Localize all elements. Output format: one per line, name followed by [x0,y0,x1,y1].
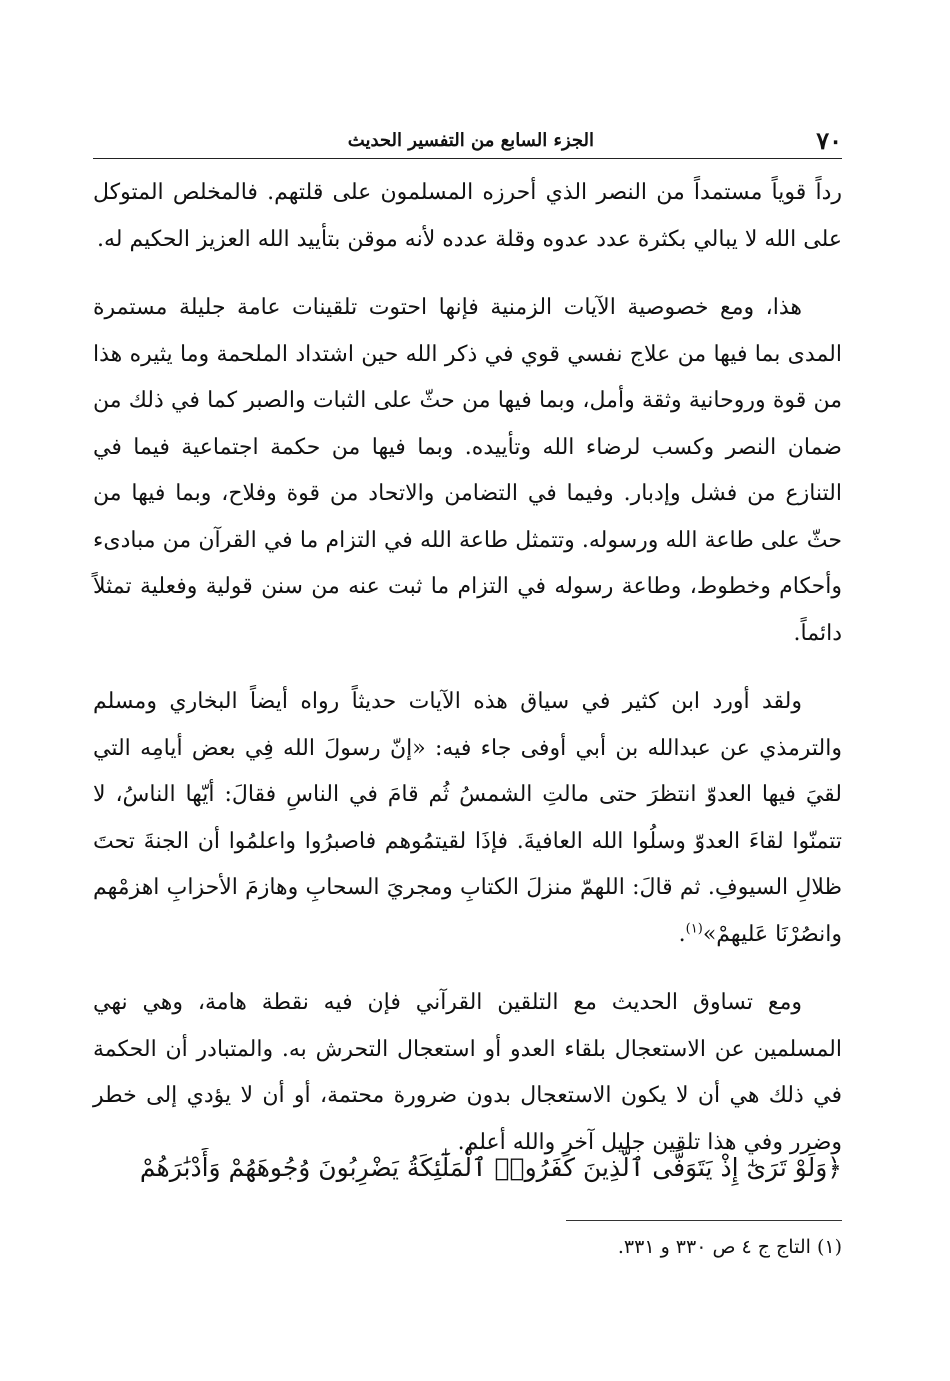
running-title: الجزء السابع من التفسير الحديث [347,130,594,151]
paragraph-3-text: ولقد أورد ابن كثير في سياق هذه الآيات حديثاً رواه أيضاً البخاري ومسلم والترمذي عن عبدالله بن أبي أوفى جاء فيه: «إنّ رسولَ الله فِي بعض أيامِه التي لقيَ فيها العدوّ انتظرَ حتى مالتِ الشمسُ ثُم قامَ في الناسِ فقالَ: أيّها الناسُ، لا تتمنّوا لقاءَ العدوّ وسلُوا الله العافيةَ. فإذَا لقيتمُوهم فاصبرُوا واعلمُوا أن الجنةَ تحتَ ظلالِ السيوفِ. ثم قالَ: اللهمّ منزلَ الكتابِ ومجريَ السحابِ وهازمَ الأحزابِ اهزمْهم وانصُرْنَا عَليهمْ» [93,689,842,947]
header-divider [93,158,842,159]
page-header [93,126,842,156]
footnote-divider [566,1220,842,1221]
paragraph-4: ومع تساوق الحديث مع التلقين القرآني فإن فيه نقطة هامة، وهي نهي المسلمين عن الاستعجال بلقاء العدو أو استعجال التحرش به. والمتبادر أن الحكمة في ذلك هي أن لا يكون الاستعجال بدون ضرورة محتمة، أو أن لا يؤدي إلى خطر وضرر وفي هذا تلقين جليل آخر والله أعلم. [93,990,842,1155]
paragraph-1: رداً قوياً مستمداً من النصر الذي أحرزه المسلمون على قلتهم. فالمخلص المتوكل على الله لا يبالي بكثرة عدد عدوه وقلة عدده لأنه موقن بتأييد الله العزيز الحكيم له. [93,180,842,252]
page-body [93,170,842,1166]
footnote-reference: (١) [685,921,703,937]
paragraph-3-tail: . [678,921,686,947]
page-number: ٧٠ [816,126,842,155]
paragraph-2: هذا، ومع خصوصية الآيات الزمنية فإنها احتوت تلقينات عامة جليلة مستمرة المدى بما فيها من علاج نفسي قوي في ذكر الله حين اشتداد الملحمة وما يثيره هذا من قوة وروحانية وثقة وأمل، وبما فيها من حثّ على الثبات والصبر كما في ذلك من ضمان النصر وكسب لرضاء الله وتأييده. وبما فيها من حكمة اجتماعية فيما في التنازع من فشل وإدبار. وفيما في التضامن والاتحاد من قوة وفلاح، وبما فيها من حثّ على طاعة الله ورسوله. وتتمثل طاعة الله في التزام ما في القرآن من مبادىء وأحكام وخطوط، وطاعة رسوله في التزام ما ثبت عنه من سنن قولية وفعلية تمثلاً دائماً. [93,295,843,646]
quran-verse: ﴿وَلَوْ تَرَىٰٓ إِذْ يَتَوَفَّى ٱلَّذِينَ كَفَرُوا۟ ٱلْمَلَٰٓئِكَةُ يَضْرِبُونَ وُجُوهَهُمْ وَأَدْبَٰرَهُمْ [139,1153,842,1182]
paragraph-3 [93,679,842,958]
footnote: (١) التاج ج ٤ ص ٣٣٠ و ٣٣١. [617,1236,842,1258]
